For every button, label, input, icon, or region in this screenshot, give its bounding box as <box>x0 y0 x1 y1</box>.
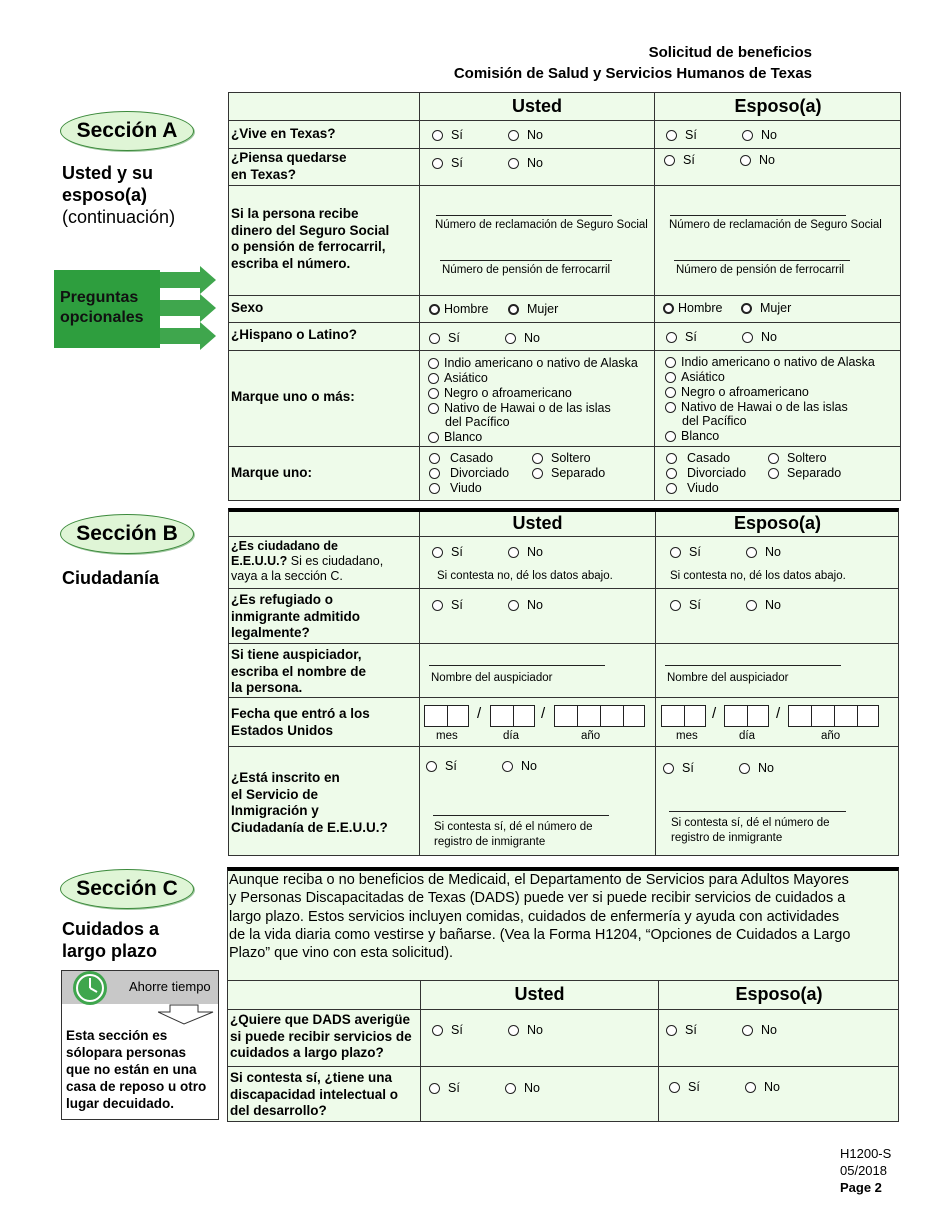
section-a-table <box>228 92 901 501</box>
refugiado-usted-si[interactable]: Sí <box>432 598 463 612</box>
q-hispano: ¿Hispano o Latino? <box>231 327 357 342</box>
race-usted-5[interactable]: Blanco <box>428 430 482 444</box>
optional-label: Preguntas <box>60 289 139 306</box>
usted-pension-line[interactable] <box>440 260 612 261</box>
vive-esposo-si[interactable]: Sí <box>666 128 697 142</box>
inscrito-usted-si[interactable]: Sí <box>426 759 457 773</box>
race-esposo-0[interactable]: Indio americano o nativo de Alaska <box>665 355 875 369</box>
usted-pension-caption: Número de pensión de ferrocarril <box>442 264 611 276</box>
usted-mes-box[interactable] <box>424 705 469 727</box>
marital-esposo-casado[interactable]: Casado <box>666 451 730 465</box>
col-esposo: Esposo(a) <box>733 513 821 533</box>
hispano-esposo-si[interactable]: Sí <box>666 330 697 344</box>
form-number: H1200-S <box>840 1146 892 1161</box>
race-usted-1[interactable]: Asiático <box>428 371 488 385</box>
esposo-reclamacion-line[interactable] <box>670 215 846 216</box>
race-esposo-3-cont: del Pacífico <box>682 414 747 428</box>
inscrito-esposo-si[interactable]: Sí <box>663 761 694 775</box>
col-usted: Usted <box>514 984 565 1004</box>
section-a-title-line: esposo(a) <box>62 185 148 205</box>
disc-usted-no[interactable]: No <box>505 1081 540 1095</box>
esposo-dia-box[interactable] <box>724 705 769 727</box>
piensa-usted-no[interactable]: No <box>508 156 543 170</box>
marital-esposo-soltero[interactable]: Soltero <box>768 451 827 465</box>
sexo-usted-hombre[interactable]: Hombre <box>429 302 488 316</box>
esposo-mes-box[interactable] <box>661 705 706 727</box>
section-c-badge: Sección C <box>60 869 194 909</box>
ciudadano-usted-si[interactable]: Sí <box>432 545 463 559</box>
esposo-reclamacion-caption: Número de reclamación de Seguro Social <box>669 219 882 231</box>
refugiado-esposo-no[interactable]: No <box>746 598 781 612</box>
disc-usted-si[interactable]: Sí <box>429 1081 460 1095</box>
dads-esposo-no[interactable]: No <box>742 1023 777 1037</box>
section-c-table <box>227 867 899 1122</box>
ciudadano-usted-no[interactable]: No <box>508 545 543 559</box>
q-fecha-entrada: Fecha que entró a los Estados Unidos <box>231 706 370 738</box>
cap-dia: día <box>739 730 755 742</box>
vive-usted-no[interactable]: No <box>508 128 543 142</box>
arrows-icon <box>160 266 218 352</box>
q-dads: ¿Quiere que DADS averigüe si puede recibir servicios de cuidados a largo plazo? <box>230 1012 412 1060</box>
vive-esposo-no[interactable]: No <box>742 128 777 142</box>
usted-dia-box[interactable] <box>490 705 535 727</box>
cap-mes: mes <box>436 730 458 742</box>
dads-usted-no[interactable]: No <box>508 1023 543 1037</box>
section-b-badge: Sección B <box>60 514 194 554</box>
refugiado-usted-no[interactable]: No <box>508 598 543 612</box>
esposo-contesta-no: Si contesta no, dé los datos abajo. <box>670 570 846 582</box>
q-marque-uno-o-mas: Marque uno o más: <box>231 389 355 404</box>
sexo-usted-mujer[interactable]: Mujer <box>508 302 558 316</box>
marital-usted-casado[interactable]: Casado <box>429 451 493 465</box>
ahorre-tiempo-label: Ahorre tiempo <box>129 979 211 994</box>
q-ciudadano: ¿Es ciudadano de E.E.U.U.? Si es ciudadano, vaya a la sección C. <box>231 539 384 583</box>
q-seguro-social: Si la persona recibe dinero del Seguro Social o pensión de ferrocarril, escriba el número. <box>231 206 390 271</box>
ciudadano-esposo-si[interactable]: Sí <box>670 545 701 559</box>
ahorre-note: Esta sección es sólopara personas que no están en una casa de reposo u otro lugar decuidado. <box>66 1028 207 1111</box>
esposo-auspiciador-line[interactable] <box>665 665 841 666</box>
optional-questions-box <box>54 270 160 348</box>
footer <box>840 1145 891 1196</box>
slash: / <box>541 705 546 722</box>
refugiado-esposo-si[interactable]: Sí <box>670 598 701 612</box>
marital-esposo-viudo[interactable]: Viudo <box>666 481 719 495</box>
esposo-pension-line[interactable] <box>674 260 850 261</box>
marital-usted-viudo[interactable]: Viudo <box>429 481 482 495</box>
cap-anio: año <box>581 730 601 742</box>
section-b-title: Ciudadanía <box>62 568 160 588</box>
piensa-usted-si[interactable]: Sí <box>432 156 463 170</box>
dads-usted-si[interactable]: Sí <box>432 1023 463 1037</box>
col-usted: Usted <box>511 96 562 116</box>
dads-esposo-si[interactable]: Sí <box>666 1023 697 1037</box>
cap-anio: año <box>821 730 841 742</box>
q-piensa-quedarse: ¿Piensa quedarse en Texas? <box>231 150 347 182</box>
ahorre-tiempo-box <box>61 970 219 1120</box>
q-marque-uno: Marque uno: <box>231 465 312 480</box>
usted-auspiciador-caption: Nombre del auspiciador <box>431 672 553 684</box>
cap-dia: día <box>503 730 519 742</box>
q-auspiciador: Si tiene auspiciador, escriba el nombre de la persona. <box>231 647 367 695</box>
section-a-title-line: Usted y su <box>62 163 154 183</box>
race-esposo-1[interactable]: Asiático <box>665 370 725 384</box>
slash: / <box>776 705 781 722</box>
usted-registro-caption: Si contesta sí, dé el número de registro de inmigrante <box>434 821 593 848</box>
esposo-auspiciador-caption: Nombre del auspiciador <box>667 672 789 684</box>
esposo-registro-line[interactable] <box>669 811 846 812</box>
esposo-registro-caption: Si contesta sí, dé el número de registro de inmigrante <box>671 817 830 844</box>
down-arrow-icon <box>158 1004 216 1026</box>
usted-contesta-no: Si contesta no, dé los datos abajo. <box>437 570 613 582</box>
marital-usted-soltero[interactable]: Soltero <box>532 451 591 465</box>
vive-usted-si[interactable]: Sí <box>432 128 463 142</box>
usted-reclamacion-line[interactable] <box>436 215 612 216</box>
usted-auspiciador-line[interactable] <box>429 665 605 666</box>
marital-usted-separado[interactable]: Separado <box>532 466 605 480</box>
marital-usted-divorciado[interactable]: Divorciado <box>429 466 509 480</box>
hispano-esposo-no[interactable]: No <box>742 330 777 344</box>
section-a-badge: Sección A <box>60 111 194 151</box>
q-refugiado: ¿Es refugiado o inmigrante admitido legalmente? <box>231 592 361 640</box>
col-esposo: Esposo(a) <box>734 96 822 116</box>
esposo-pension-caption: Número de pensión de ferrocarril <box>676 264 845 276</box>
usted-registro-line[interactable] <box>433 815 609 816</box>
hispano-usted-si[interactable]: Sí <box>429 331 460 345</box>
q-inscrito: ¿Está inscrito en el Servicio de Inmigración y Ciudadanía de E.E.U.U.? <box>231 770 388 835</box>
hispano-usted-no[interactable]: No <box>505 331 540 345</box>
optional-label: opcionales <box>60 309 144 326</box>
header-title: Solicitud de beneficios <box>648 44 812 61</box>
q-vive-texas: ¿Vive en Texas? <box>231 126 336 141</box>
race-usted-3-cont: del Pacífico <box>445 415 510 429</box>
section-c-intro: Aunque reciba o no beneficios de Medicaid, el Departamento de Servicios para Adultos Mayores y Personas Discapacitadas de Texas (DADS) puede ver si puede recibir servicios de cuidados a largo plazo. Estos servicios incluyen comidas, cuidados de enfermería y ayuda con actividades de la vida diaria como vestirse y bañarse. (Vea la Forma H1204, “Opciones de Cuidados a Largo Plazo” que vino con esta solicitud). <box>229 872 851 962</box>
sexo-esposo-hombre[interactable]: Hombre <box>663 301 722 315</box>
section-c-title: Cuidados a largo plazo <box>62 919 160 961</box>
race-esposo-2[interactable]: Negro o afroamericano <box>665 385 809 399</box>
usted-reclamacion-caption: Número de reclamación de Seguro Social <box>435 219 648 231</box>
race-usted-3[interactable]: Nativo de Hawai o de las islas <box>428 401 611 415</box>
ciudadano-esposo-no[interactable]: No <box>746 545 781 559</box>
disc-esposo-si[interactable]: Sí <box>669 1080 700 1094</box>
inscrito-usted-no[interactable]: No <box>502 759 537 773</box>
col-esposo: Esposo(a) <box>735 984 823 1004</box>
marital-esposo-separado[interactable]: Separado <box>768 466 841 480</box>
inscrito-esposo-no[interactable]: No <box>739 761 774 775</box>
marital-esposo-divorciado[interactable]: Divorciado <box>666 466 746 480</box>
race-esposo-3[interactable]: Nativo de Hawai o de las islas <box>665 400 848 414</box>
sexo-esposo-mujer[interactable]: Mujer <box>741 301 791 315</box>
cap-mes: mes <box>676 730 698 742</box>
clock-icon <box>68 968 112 1008</box>
race-usted-2[interactable]: Negro o afroamericano <box>428 386 572 400</box>
esposo-anio-box[interactable] <box>788 705 879 727</box>
piensa-esposo-no[interactable]: No <box>740 153 775 167</box>
piensa-esposo-si[interactable]: Sí <box>664 153 695 167</box>
race-usted-0[interactable]: Indio americano o nativo de Alaska <box>428 356 638 370</box>
usted-anio-box[interactable] <box>554 705 645 727</box>
header-agency: Comisión de Salud y Servicios Humanos de Texas <box>453 65 812 82</box>
section-b-table <box>228 508 899 856</box>
section-a-title <box>62 162 175 228</box>
disc-esposo-no[interactable]: No <box>745 1080 780 1094</box>
q-sexo: Sexo <box>231 300 264 315</box>
slash: / <box>477 705 482 722</box>
col-usted: Usted <box>512 513 563 533</box>
form-date: 05/2018 <box>840 1163 887 1178</box>
q-discapacidad: Si contesta sí, ¿tiene una discapacidad intelectual o del desarrollo? <box>230 1070 399 1118</box>
slash: / <box>712 705 717 722</box>
race-esposo-5[interactable]: Blanco <box>665 429 719 443</box>
section-a-title-line: (continuación) <box>62 207 176 227</box>
page-number: Page 2 <box>840 1180 882 1195</box>
